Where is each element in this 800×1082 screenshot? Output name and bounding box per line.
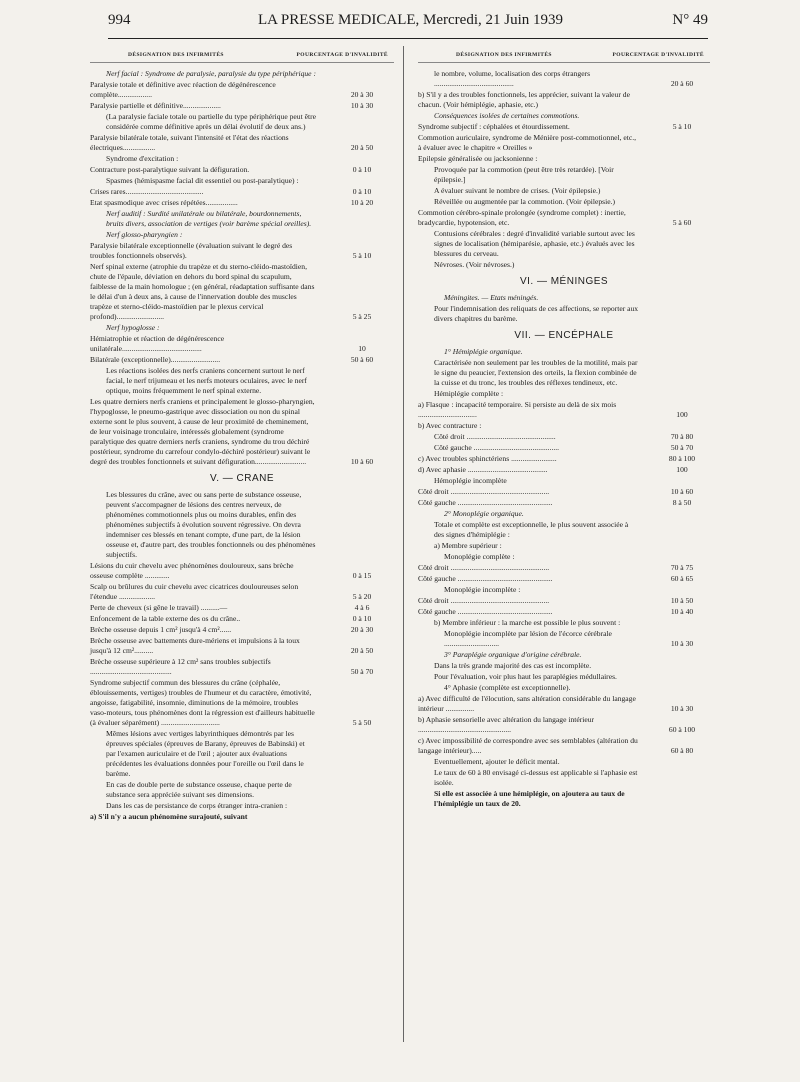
entry-percentage: 100	[676, 465, 688, 474]
entry-designation: b) Avec contracture :	[418, 421, 482, 430]
entry-designation: Commotion cérébro-spinale prolongée (syndrome complet) : inertie, bradycardie, hypotension, etc.	[418, 208, 626, 227]
entry-designation: Côté droit ....................................................	[418, 487, 550, 496]
entry-designation: Réveillée ou augmentée par la commotion. (Voir épilepsie.)	[434, 197, 615, 206]
entry-designation: Contusions cérébrales : degré d'invalidité variable surtout avec les signes de localisation (hémiparésie, aphasie, etc.) évalués avec les blessures du cerveau.	[434, 229, 635, 258]
disability-entry	[90, 262, 394, 322]
entry-designation: a) Avec difficulté de l'élocution, sans altération considérable du langage intérieur ...............	[418, 694, 636, 713]
percentage-header: POURCENTAGE D'INVALIDITÉ	[296, 52, 388, 58]
disability-entry	[90, 397, 394, 467]
disability-entry	[418, 498, 710, 508]
entry-designation: Côté gauche ..................................................	[418, 498, 553, 507]
disability-entry	[90, 154, 394, 164]
entry-designation: Scalp ou brûlures du cuir chevelu avec cicatrices douloureuses selon l'étendue ...................	[90, 582, 299, 601]
disability-entry	[418, 186, 710, 196]
entry-designation: Hémoplégie incomplète	[434, 476, 507, 485]
entry-designation: Les quatre derniers nerfs craniens et principalement le glosso-pharyngien, l'hypoglosse, le pneumo-gastrique avec dissociation ou non du spinal externe sont le plus souvent, à cause de leur proximité de cheminement, de leur voisinage tronculaire, intéressés globalement (syndrome paralytique des quatre derniers nerfs craniens, syndrome du trou déchiré postérieur, syndrome du carrefour condylo-déchiré postérieur) suivant le degré des troubles fonctionnels et suivant défiguration...........................	[90, 397, 315, 466]
entry-designation: Eventuellement, ajouter le déficit mental.	[434, 757, 560, 766]
disability-entry	[418, 122, 710, 132]
disability-entry	[90, 165, 394, 175]
disability-entry	[418, 432, 710, 442]
disability-entry	[418, 736, 710, 756]
entry-designation: Brèche osseuse depuis 1 cm² jusqu'à 4 cm²......	[90, 625, 232, 634]
entry-percentage: 60 à 80	[670, 746, 694, 755]
entry-designation: Provoquée par la commotion (peut être très retardée). [Voir épilepsie.]	[434, 165, 614, 184]
entry-designation: Syndrome subjectif : céphalées et étourdissement.	[418, 122, 570, 131]
entry-designation: Crises rares.........................................	[90, 187, 204, 196]
disability-entry	[90, 657, 394, 677]
disability-entry	[418, 683, 710, 693]
disability-entry	[90, 625, 394, 635]
disability-entry	[418, 400, 710, 420]
entry-designation: Nerf hypoglosse :	[106, 323, 160, 332]
disability-entry	[418, 757, 710, 767]
percentage-header: POURCENTAGE D'INVALIDITÉ	[612, 52, 704, 58]
disability-entry	[90, 187, 394, 197]
entry-percentage: 20 à 50	[350, 646, 374, 655]
disability-entry	[418, 197, 710, 207]
disability-entry	[418, 509, 710, 519]
entry-designation: Paralysie partielle et définitive....................	[90, 101, 221, 110]
entry-percentage: 5 à 25	[352, 312, 372, 321]
entry-designation: Côté gauche ..................................................	[418, 574, 553, 583]
disability-entry	[418, 358, 710, 388]
entry-percentage: 5 à 20	[352, 592, 372, 601]
entry-percentage: 10 à 20	[350, 198, 374, 207]
disability-entry	[418, 229, 710, 259]
disability-entry	[418, 133, 710, 153]
disability-entry	[418, 789, 710, 809]
entry-designation: Brèche osseuse supérieure à 12 cm² sans troubles subjectifs ...........................................	[90, 657, 271, 676]
disability-entry	[90, 603, 394, 613]
entry-percentage: 10 à 30	[670, 639, 694, 648]
entry-designation: Nerf facial : Syndrome de paralysie, paralysie du type périphérique :	[106, 69, 316, 78]
disability-entry	[90, 209, 394, 229]
disability-entry	[90, 812, 394, 822]
disability-entry	[90, 582, 394, 602]
entry-designation: Brèche osseuse avec battements dure-mériens et impulsions à la toux jusqu'à 12 cm²..........	[90, 636, 300, 655]
disability-entry	[418, 293, 710, 303]
disability-entry	[90, 176, 394, 186]
disability-entry	[90, 241, 394, 261]
entry-designation: Commotion auriculaire, syndrome de Ménière post-commotionnel, etc., à évaluer avec le chapitre « Oreilles »	[418, 133, 637, 152]
disability-entry	[90, 230, 394, 240]
entry-designation: A évaluer suivant le nombre de crises. (Voir épilepsie.)	[434, 186, 601, 195]
disability-entry	[418, 650, 710, 660]
entry-designation: Côté droit ....................................................	[418, 596, 550, 605]
entry-designation: Dans la très grande majorité des cas est incomplète.	[434, 661, 592, 670]
entry-designation: Névroses. (Voir névroses.)	[434, 260, 515, 269]
designation-header: DÉSIGNATION DES INFIRMITÉS	[456, 52, 552, 58]
entry-percentage: 10 à 40	[670, 607, 694, 616]
entry-percentage: 5 à 60	[672, 218, 692, 227]
entry-designation: Conséquences isolées de certaines commotions.	[434, 111, 580, 120]
disability-entry	[90, 561, 394, 581]
entry-percentage: 0 à 15	[352, 571, 372, 580]
left-column	[90, 48, 394, 823]
entry-designation: Paralysie bilatérale totale, suivant l'intensité et l'état des réactions électriques.................	[90, 133, 289, 152]
entry-percentage: 100	[676, 410, 688, 419]
entry-designation: b) Membre inférieur : la marche est possible le plus souvent :	[434, 618, 621, 627]
entry-designation: Côté gauche ..................................................	[418, 607, 553, 616]
disability-entry	[418, 165, 710, 185]
disability-entry	[418, 541, 710, 551]
entry-designation: Méningites. — Etats méningés.	[444, 293, 539, 302]
disability-entry	[90, 112, 394, 132]
disability-entry	[418, 694, 710, 714]
entry-designation: Dans les cas de persistance de corps étranger intra-cranien :	[106, 801, 288, 810]
entry-percentage: 5 à 50	[352, 718, 372, 727]
disability-entry	[90, 198, 394, 208]
page-number: 994	[108, 12, 131, 28]
entry-designation: Lésions du cuir chevelu avec phénomènes douloureux, sans brèche osseuse complète .............	[90, 561, 294, 580]
entry-designation: Les réactions isolées des nerfs craniens concernent surtout le nerf facial, le nerf trijumeau et les nerfs moteurs oculaires, avec le nerf optique, moins fréquemment le nerf spinal externe.	[106, 366, 307, 395]
issue-number: N° 49	[672, 12, 708, 28]
disability-entry	[418, 154, 710, 164]
entry-designation: Hémiatrophie et réaction de dégénérescence unilatérale..........................................	[90, 334, 225, 353]
column-divider	[403, 46, 404, 1042]
section-heading: VI. — MÉNINGES	[519, 276, 609, 287]
disability-entry	[90, 678, 394, 728]
disability-entry	[90, 636, 394, 656]
entry-designation: Hémiplégie complète :	[434, 389, 504, 398]
entry-designation: Mêmes lésions avec vertiges labyrinthiques démontrés par les épreuves spéciales (épreuves de Barany, épreuves de Babinski) et par l'examen auriculaire et de l'œil ; ajouter aux évaluations précédentes les évaluations données pour l'oreille ou l'œil dans le barème.	[106, 729, 305, 778]
disability-entry	[418, 520, 710, 540]
entry-designation: Epilepsie généralisée ou jacksonienne :	[418, 154, 538, 163]
entry-designation: En cas de double perte de substance osseuse, chaque perte de substance sera appréciée suivant ses dimensions.	[106, 780, 292, 799]
entry-percentage: 20 à 30	[350, 625, 374, 634]
entry-designation: d) Avec aphasie ..........................................	[418, 465, 548, 474]
designation-header: DÉSIGNATION DES INFIRMITÉS	[128, 52, 224, 58]
entry-designation: Perte de cheveux (si gêne le travail) ..........—	[90, 603, 228, 612]
entry-designation: Les blessures du crâne, avec ou sans perte de substance osseuse, peuvent s'accompagner de lésions des centres nerveux, de phénomènes commotionnels plus ou moins durables, enfin des phénomènes subjectifs à évolution souvent régressive. On devra indemniser ces blessés en tenant compte, d'une part, de la lésion osseuse et, d'autre part, des troubles fonctionnels ou des phénomènes subjectifs.	[106, 490, 316, 559]
disability-entry	[418, 607, 710, 617]
disability-entry	[418, 552, 710, 562]
entry-designation: Côté droit ....................................................	[418, 563, 550, 572]
disability-entry	[90, 355, 394, 365]
disability-entry	[90, 80, 394, 100]
right-column-header	[418, 48, 710, 63]
entry-designation: 1° Hémiplégie organique.	[444, 347, 523, 356]
entry-percentage: 0 à 10	[352, 614, 372, 623]
entry-designation: Monoplégie incomplète par lésion de l'écorce cérébrale .............................	[444, 629, 612, 648]
entry-percentage: 4 à 6	[354, 603, 370, 612]
section-heading: VII. — ENCÉPHALE	[514, 330, 614, 341]
disability-entry	[418, 304, 710, 324]
disability-entry	[418, 768, 710, 788]
entry-designation: a) S'il n'y a aucun phénomène surajouté, suivant	[90, 812, 248, 821]
entry-designation: b) S'il y a des troubles fonctionnels, les apprécier, suivant la valeur de chacun. (Voir hémiplégie, aphasie, etc.)	[418, 90, 630, 109]
entry-designation: Si elle est associée à une hémiplégie, on ajoutera au taux de l'hémiplégie un taux de 20.	[434, 789, 625, 808]
disability-entry	[418, 715, 710, 735]
entry-percentage: 50 à 70	[350, 667, 374, 676]
disability-entry	[418, 389, 710, 399]
left-entries	[90, 69, 394, 822]
disability-entry	[418, 465, 710, 475]
entry-percentage: 20 à 50	[350, 143, 374, 152]
disability-entry	[90, 69, 394, 79]
entry-designation: 4° Aphasie (complète est exceptionnelle).	[444, 683, 571, 692]
entry-designation: Côté gauche .............................................	[434, 443, 560, 452]
disability-entry	[418, 563, 710, 573]
left-column-header	[90, 48, 394, 63]
entry-designation: Monoplégie complète :	[444, 552, 515, 561]
entry-designation: c) Avec impossibilité de correspondre avec ses semblables (altération du langage intérieur).....	[418, 736, 638, 755]
entry-designation: Bilatérale (exceptionnelle)..........................	[90, 355, 221, 364]
entry-designation: Nerf glosso-pharyngien :	[106, 230, 183, 239]
entry-designation: Enfoncement de la table externe des os du crâne..	[90, 614, 241, 623]
entry-designation: Etat spasmodique avec crises répétées.................	[90, 198, 238, 207]
disability-entry	[418, 585, 710, 595]
page-header	[108, 12, 708, 39]
disability-entry	[418, 208, 710, 228]
entry-designation: Le taux de 60 à 80 envisagé ci-dessus est applicable si l'aphasie est isolée.	[434, 768, 638, 787]
entry-percentage: 10 à 50	[670, 596, 694, 605]
disability-entry	[90, 614, 394, 624]
entry-designation: Syndrome subjectif commun des blessures du crâne (céphalée, éblouissements, vertiges) troubles de l'humeur et du caractère, émotivité, angoisse, fatigabilité, insomnie, diminutions de la mémoire, troubles vaso-moteurs, tous phénomènes dont la régression est d'ailleurs habituelle (à évaluer séparément) ...............................	[90, 678, 315, 727]
disability-entry	[418, 596, 710, 606]
entry-percentage: 5 à 10	[672, 122, 692, 131]
right-column	[418, 48, 710, 810]
disability-entry	[418, 672, 710, 682]
disability-entry	[418, 476, 710, 486]
entry-designation: (La paralysie faciale totale ou partielle du type périphérique peut être considérée comme définitive après un délai évolutif de deux ans.)	[106, 112, 316, 131]
entry-percentage: 0 à 10	[352, 187, 372, 196]
entry-percentage: 80 à 100	[668, 454, 696, 463]
entry-percentage: 60 à 65	[670, 574, 694, 583]
disability-entry	[90, 334, 394, 354]
entry-percentage: 70 à 80	[670, 432, 694, 441]
disability-entry	[90, 801, 394, 811]
entry-designation: Caractérisée non seulement par les troubles de la motilité, mais par le signe du peaucier, l'extension des orteils, la flexion combinée de la cuisse et du tronc, les troubles des réflexes tendineux, etc.	[434, 358, 638, 387]
entry-designation: Monoplégie incomplète :	[444, 585, 521, 594]
disability-entry	[90, 490, 394, 560]
entry-percentage: 10 à 60	[670, 487, 694, 496]
entry-percentage: 70 à 75	[670, 563, 694, 572]
entry-percentage: 10	[358, 344, 366, 353]
entry-percentage: 10 à 30	[670, 704, 694, 713]
disability-entry	[418, 454, 710, 464]
entry-designation: Nerf spinal externe (atrophie du trapèze et du sterno-cléido-mastoïdien, chute de l'épaule, déviation en dehors du bord spinal du scapulum, faiblesse de la main homologue ; (en général, réadaptation suffisante dans le délai d'un à deux ans, à cause de l'innervation double des muscles trapèze et sterno-cléido-mastoïdien par le plexus cervical profond).........................	[90, 262, 315, 321]
entry-percentage: 5 à 10	[352, 251, 372, 260]
disability-entry	[90, 366, 394, 396]
disability-entry	[418, 260, 710, 270]
entry-designation: Côté droit ...............................................	[434, 432, 556, 441]
disability-entry	[418, 443, 710, 453]
entry-designation: a) Membre supérieur :	[434, 541, 502, 550]
entry-percentage: 20 à 30	[350, 90, 374, 99]
entry-designation: Totale et complète est exceptionnelle, le plus souvent associée à des signes d'hémiplégie :	[434, 520, 629, 539]
entry-designation: Pour l'évaluation, voir plus haut les paraplégies médullaires.	[434, 672, 617, 681]
disability-entry	[418, 661, 710, 671]
entry-designation: Paralysie bilatérale exceptionnelle (évaluation suivant le degré des troubles fonctionnels observés).	[90, 241, 293, 260]
entry-designation: c) Avec troubles sphinctériens ........................	[418, 454, 557, 463]
disability-entry	[90, 133, 394, 153]
entry-designation: le nombre, volume, localisation des corps étrangers ..........................................	[434, 69, 591, 88]
entry-designation: Syndrome d'excitation :	[106, 154, 179, 163]
journal-title: LA PRESSE MEDICALE, Mercredi, 21 Juin 1939	[258, 12, 563, 28]
entry-designation: Contracture post-paralytique suivant la défiguration.	[90, 165, 250, 174]
disability-entry	[90, 323, 394, 333]
disability-entry	[418, 90, 710, 110]
entry-percentage: 10 à 60	[350, 457, 374, 466]
entry-designation: 3° Paraplégie organique d'origine cérébrale.	[444, 650, 582, 659]
disability-entry	[90, 729, 394, 779]
entry-designation: Pour l'indemnisation des reliquats de ces affections, se reporter aux divers chapitres du barème.	[434, 304, 639, 323]
disability-entry	[418, 421, 710, 431]
section-heading: V. — CRANE	[209, 473, 275, 484]
disability-entry	[418, 629, 710, 649]
entry-percentage: 20 à 60	[670, 79, 694, 88]
entry-percentage: 60 à 100	[668, 725, 696, 734]
disability-entry	[418, 111, 710, 121]
entry-designation: Nerf auditif : Surdité unilatérale ou bilatérale, bourdonnements, bruits divers, association de vertiges (voir barème spécial oreilles).	[106, 209, 312, 228]
entry-designation: a) Flasque : incapacité temporaire. Si persiste au delà de six mois ...............................	[418, 400, 617, 419]
entry-percentage: 0 à 10	[352, 165, 372, 174]
disability-entry	[418, 618, 710, 628]
disability-entry	[418, 574, 710, 584]
disability-entry	[418, 487, 710, 497]
disability-entry	[90, 780, 394, 800]
disability-entry	[418, 69, 710, 89]
entry-percentage: 50 à 70	[670, 443, 694, 452]
entry-designation: Spasmes (hémispasme facial dit essentiel ou post-paralytique) :	[106, 176, 299, 185]
disability-entry	[90, 101, 394, 111]
disability-entry	[418, 347, 710, 357]
entry-designation: 2° Monoplégie organique.	[444, 509, 524, 518]
entry-percentage: 8 à 50	[672, 498, 692, 507]
right-entries	[418, 69, 710, 809]
entry-percentage: 50 à 60	[350, 355, 374, 364]
entry-percentage: 10 à 30	[350, 101, 374, 110]
entry-designation: Paralysie totale et définitive avec réaction de dégénérescence complète..................	[90, 80, 276, 99]
entry-designation: b) Aphasie sensorielle avec altération du langage intérieur .................................................	[418, 715, 595, 734]
